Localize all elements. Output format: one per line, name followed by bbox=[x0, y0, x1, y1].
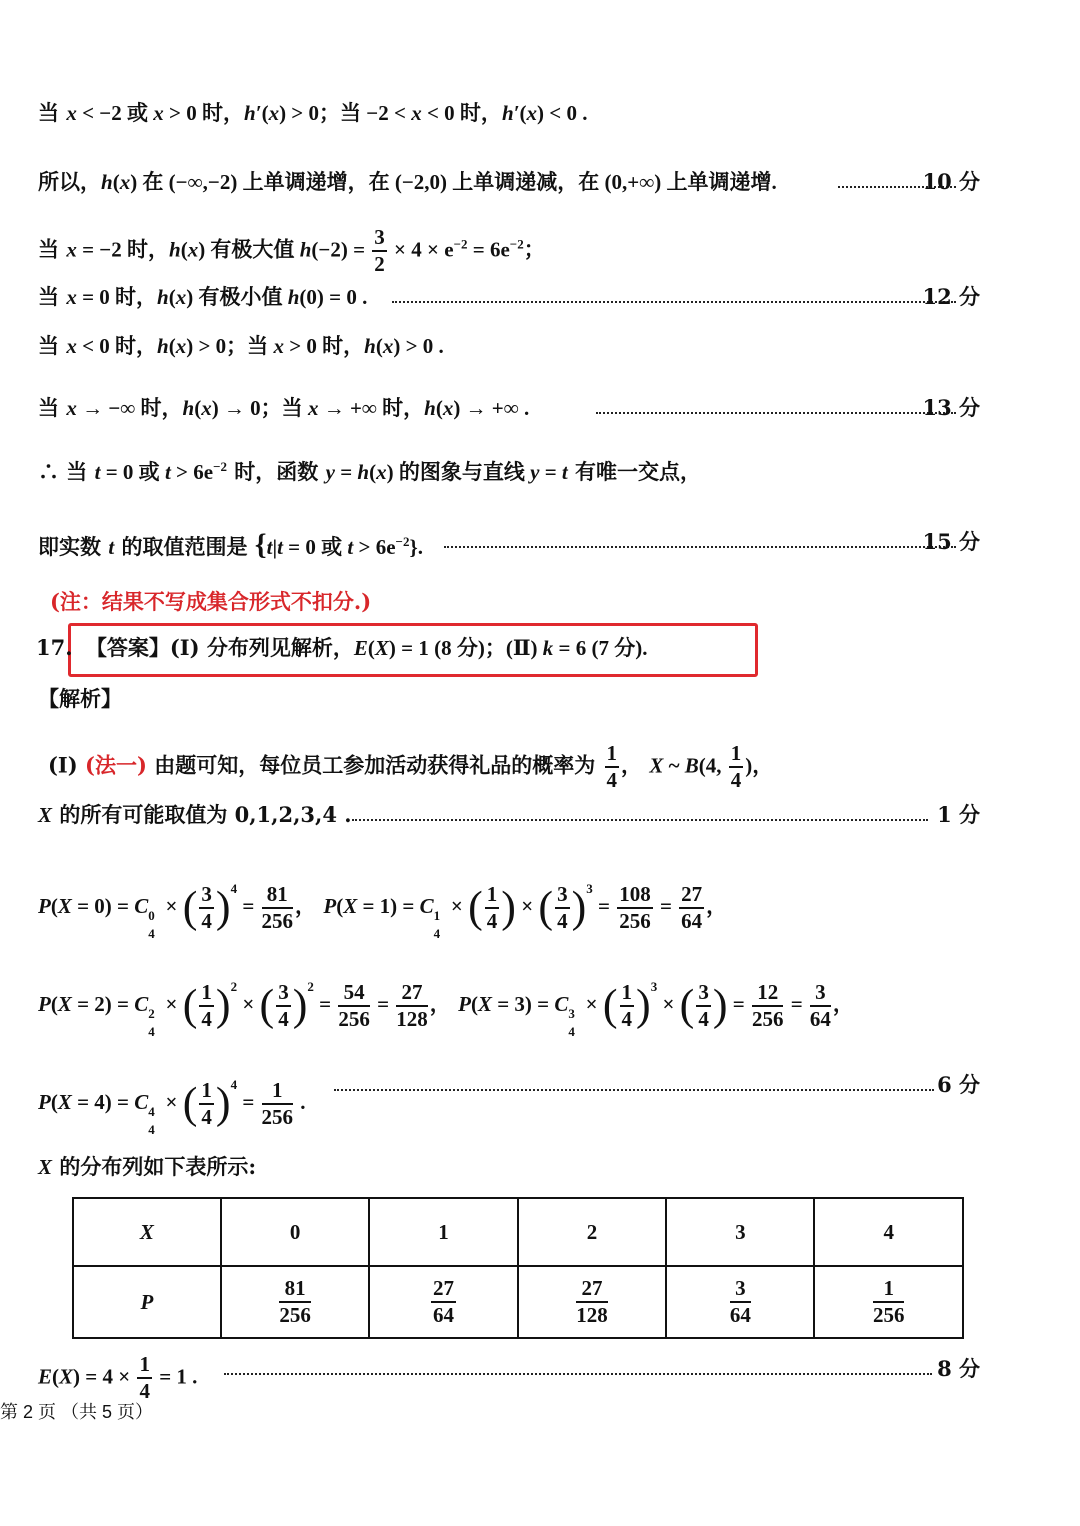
line-expectation: E(X) = 4 × $\frac{1}{4}$ = 1 . bbox=[38, 1352, 198, 1403]
dot-leader bbox=[224, 1373, 932, 1375]
table-header-cell: 3 bbox=[666, 1198, 814, 1266]
fraction: $\frac{1}{4}$ bbox=[606, 741, 618, 792]
table-cell: $\frac{81}{256}$ bbox=[221, 1266, 370, 1338]
prob-x2-x3: P(X = 2) = C 2 4 × ( $\frac{1}{4}$ )$^2$ × ( $\frac{3}{4}$ )$^2$ = $\frac{54}{256}$ = $\frac{27}{128}$ ， P(X = 3) = C 3 4 × ( $\frac{1}{4}$ )$^3$ × ( $\frac{3}{4}$ ) = $\frac{12}{256}$ = $\frac{3}{64}$ ， bbox=[38, 979, 854, 1039]
line-local-min: 当 x = 0 时，h(x) 有极小值 h(0) = 0 . bbox=[38, 284, 368, 309]
table-row bbox=[73, 1198, 963, 1266]
score-label: 8 分 bbox=[937, 1356, 980, 1381]
line-sign-h: 当 x < 0 时，h(x) > 0；当 x > 0 时，h(x) > 0 . bbox=[38, 333, 444, 358]
line-method-one: (Ⅰ) (法一) 由题可知，每位员工参加活动获得礼品的概率为 $\frac{1}{4}$ ， X ~ B(4, $\frac{1}{4}$ )， bbox=[48, 741, 774, 792]
distribution-table bbox=[72, 1197, 964, 1339]
table-cell: $\frac{3}{64}$ bbox=[666, 1266, 814, 1338]
line-local-max: 当 x = −2 时，h(x) 有极大值 h(−2) = $\frac{3}{2}$ × $4 \times e^{-2} = 6e^{-2}$； bbox=[38, 225, 545, 276]
dot-leader bbox=[352, 819, 928, 821]
prob-x0-x1: P(X = 0) = C 0 4 × ( $\frac{3}{4}$ )$^4$ = $\frac{81}{256}$ ， P(X = 1) = C 1 4 × ( $\frac{1}{4}$ ) × ( $\frac{3}{4}$ )$^3$ = $\frac{108}{256}$ = $\frac{27}{64}$ ， bbox=[38, 881, 728, 941]
line-possible-values: X 的所有可能取值为 0,1,2,3,4 . bbox=[38, 802, 352, 827]
line-limits: 当 x → −∞ 时，h(x) → 0；当 x → +∞ 时，h(x) → +∞ . bbox=[38, 395, 530, 420]
score-label: 15 分 bbox=[922, 529, 980, 554]
table-header-cell: 1 bbox=[369, 1198, 517, 1266]
table-cell: P bbox=[73, 1266, 221, 1338]
dot-leader bbox=[444, 546, 956, 548]
fraction: $\frac{3}{2}$ bbox=[374, 225, 385, 276]
table-header-cell: X bbox=[73, 1198, 221, 1266]
dot-leader bbox=[334, 1089, 934, 1091]
dot-leader bbox=[596, 412, 956, 414]
table-cell: $\frac{1}{256}$ bbox=[814, 1266, 963, 1338]
q17-answer: 17. 【答案】(Ⅰ) 分布列见解析，E(X) = 1 (8 分)；(Ⅱ) k = 6 (7 分). bbox=[36, 635, 648, 660]
analysis-heading: 【解析】 bbox=[38, 686, 122, 711]
prob-x4: P(X = 4) = C 4 4 × ( $\frac{1}{4}$ )$^4$ = $\frac{1}{256}$ . bbox=[38, 1077, 306, 1137]
note-red: (注：结果不写成集合形式不扣分.) bbox=[50, 589, 372, 614]
table-cell: $\frac{27}{128}$ bbox=[518, 1266, 667, 1338]
score-label: 12 分 bbox=[922, 284, 980, 309]
score-label: 10 分 bbox=[922, 169, 980, 194]
table-cell: $\frac{27}{64}$ bbox=[369, 1266, 517, 1338]
table-header-cell: 4 bbox=[814, 1198, 963, 1266]
table-header-cell: 0 bbox=[221, 1198, 370, 1266]
line-range: 即实数 t 的取值范围是 {t|t = 0 或 $t > 6e^{-2}$}. bbox=[38, 528, 423, 561]
table-header-cell: 2 bbox=[518, 1198, 667, 1266]
page-footer: 第 2 页 （共 5 页） bbox=[0, 1402, 154, 1422]
fraction: $\frac{1}{4}$ bbox=[730, 741, 742, 792]
score-label: 1 分 bbox=[937, 802, 980, 827]
dot-leader bbox=[392, 301, 956, 303]
table-row bbox=[73, 1266, 963, 1338]
line-monotonicity: 所以，h(x) 在 (−∞,−2) 上单调递增，在 (−2,0) 上单调递减，在 (0,+∞) 上单调递增. bbox=[38, 169, 777, 194]
line-conclusion: ∴ 当 t = 0 或 $t > 6e^{-2}$ 时，函数 y = h(x) 的图象与直线 y = t 有唯一交点， bbox=[38, 459, 702, 484]
score-label: 13 分 bbox=[922, 395, 980, 420]
score-label: 6 分 bbox=[937, 1072, 980, 1097]
line-dist-intro: X 的分布列如下表所示: bbox=[38, 1154, 257, 1179]
line-derivative-sign: 当 x < −2 或 x > 0 时，h′(x) > 0；当 −2 < x < 0 时，h′(x) < 0 . bbox=[38, 100, 588, 125]
